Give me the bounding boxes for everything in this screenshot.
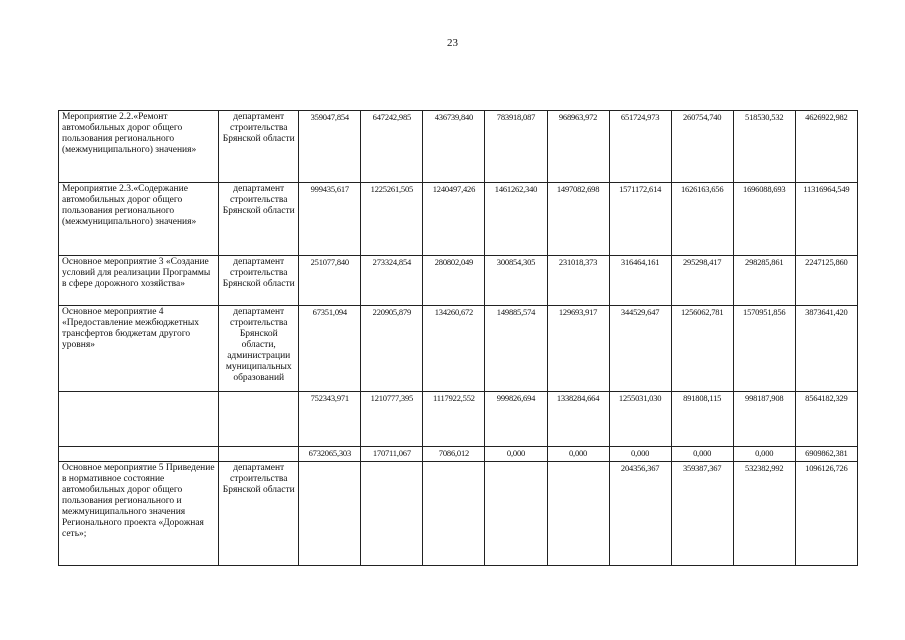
value-cell: 518530,532	[733, 111, 795, 183]
value-cell: 1117922,552	[423, 392, 485, 447]
value-cell: 1461262,340	[485, 183, 547, 256]
value-cell: 0,000	[485, 447, 547, 462]
value-cell: 300854,305	[485, 256, 547, 306]
value-cell: 0,000	[671, 447, 733, 462]
activity-cell: Мероприятие 2.3.«Содержание автомобильных дорог общего пользования регионального (межмуниципального) значения»	[59, 183, 219, 256]
value-cell: 359047,854	[299, 111, 361, 183]
total-cell: 4626922,982	[795, 111, 857, 183]
table-row	[59, 462, 858, 566]
value-cell: 251077,840	[299, 256, 361, 306]
value-cell: 359387,367	[671, 462, 733, 566]
activity-cell: Основное мероприятие 3 «Создание условий для реализации Программы в сфере дорожного хозяйства»	[59, 256, 219, 306]
value-cell: 1497082,698	[547, 183, 609, 256]
total-cell: 2247125,860	[795, 256, 857, 306]
activity-cell: Основное мероприятие 5 Приведение в нормативное состояние автомобильных дорог общего пользования регионального и межмуниципального значения Регионального проекта «Дорожная сеть»;	[59, 462, 219, 566]
total-cell: 11316964,549	[795, 183, 857, 256]
value-cell: 999826,694	[485, 392, 547, 447]
department-cell: департамент строительства Брянской области	[219, 183, 299, 256]
value-cell: 149885,574	[485, 306, 547, 392]
value-cell: 1571172,614	[609, 183, 671, 256]
value-cell	[485, 462, 547, 566]
value-cell: 1338284,664	[547, 392, 609, 447]
total-cell: 3873641,420	[795, 306, 857, 392]
table-row	[59, 392, 858, 447]
department-cell: департамент строительства Брянской области	[219, 256, 299, 306]
page-number: 23	[447, 37, 458, 49]
value-cell	[547, 462, 609, 566]
table-row	[59, 256, 858, 306]
total-cell: 6909862,381	[795, 447, 857, 462]
total-cell: 1096126,726	[795, 462, 857, 566]
value-cell: 134260,672	[423, 306, 485, 392]
value-cell: 298285,861	[733, 256, 795, 306]
value-cell: 67351,094	[299, 306, 361, 392]
value-cell: 280802,049	[423, 256, 485, 306]
value-cell: 1570951,856	[733, 306, 795, 392]
value-cell: 170711,067	[361, 447, 423, 462]
value-cell: 220905,879	[361, 306, 423, 392]
table-row	[59, 111, 858, 183]
value-cell: 968963,972	[547, 111, 609, 183]
activity-cell: Основное мероприятие 4 «Предоставление межбюджетных трансфертов бюджетам другого уровня»	[59, 306, 219, 392]
department-cell	[219, 447, 299, 462]
value-cell: 6732065,303	[299, 447, 361, 462]
value-cell: 344529,647	[609, 306, 671, 392]
value-cell: 1255031,030	[609, 392, 671, 447]
value-cell: 891808,115	[671, 392, 733, 447]
value-cell: 1256062,781	[671, 306, 733, 392]
table-row	[59, 183, 858, 256]
value-cell: 651724,973	[609, 111, 671, 183]
value-cell: 295298,417	[671, 256, 733, 306]
table-row	[59, 447, 858, 462]
value-cell	[361, 462, 423, 566]
value-cell: 316464,161	[609, 256, 671, 306]
value-cell: 998187,908	[733, 392, 795, 447]
department-cell: департамент строительства Брянской области	[219, 111, 299, 183]
value-cell: 0,000	[733, 447, 795, 462]
table-body	[59, 111, 858, 566]
value-cell: 436739,840	[423, 111, 485, 183]
table-row	[59, 306, 858, 392]
activity-cell: Мероприятие 2.2.«Ремонт автомобильных дорог общего пользования регионального (межмуниципального) значения»	[59, 111, 219, 183]
activity-cell	[59, 447, 219, 462]
value-cell: 752343,971	[299, 392, 361, 447]
value-cell: 1210777,395	[361, 392, 423, 447]
value-cell: 204356,367	[609, 462, 671, 566]
department-cell: департамент строительства Брянской области, администрации муниципальных образований	[219, 306, 299, 392]
value-cell: 1626163,656	[671, 183, 733, 256]
department-cell: департамент строительства Брянской области	[219, 462, 299, 566]
value-cell: 0,000	[609, 447, 671, 462]
department-cell	[219, 392, 299, 447]
value-cell: 1225261,505	[361, 183, 423, 256]
value-cell: 273324,854	[361, 256, 423, 306]
value-cell: 1696088,693	[733, 183, 795, 256]
value-cell: 231018,373	[547, 256, 609, 306]
value-cell: 0,000	[547, 447, 609, 462]
value-cell: 7086,012	[423, 447, 485, 462]
value-cell: 532382,992	[733, 462, 795, 566]
value-cell	[423, 462, 485, 566]
value-cell: 129693,917	[547, 306, 609, 392]
value-cell: 260754,740	[671, 111, 733, 183]
value-cell	[299, 462, 361, 566]
value-cell: 783918,087	[485, 111, 547, 183]
value-cell: 1240497,426	[423, 183, 485, 256]
total-cell: 8564182,329	[795, 392, 857, 447]
activity-cell	[59, 392, 219, 447]
value-cell: 647242,985	[361, 111, 423, 183]
budget-table	[58, 110, 858, 566]
value-cell: 999435,617	[299, 183, 361, 256]
